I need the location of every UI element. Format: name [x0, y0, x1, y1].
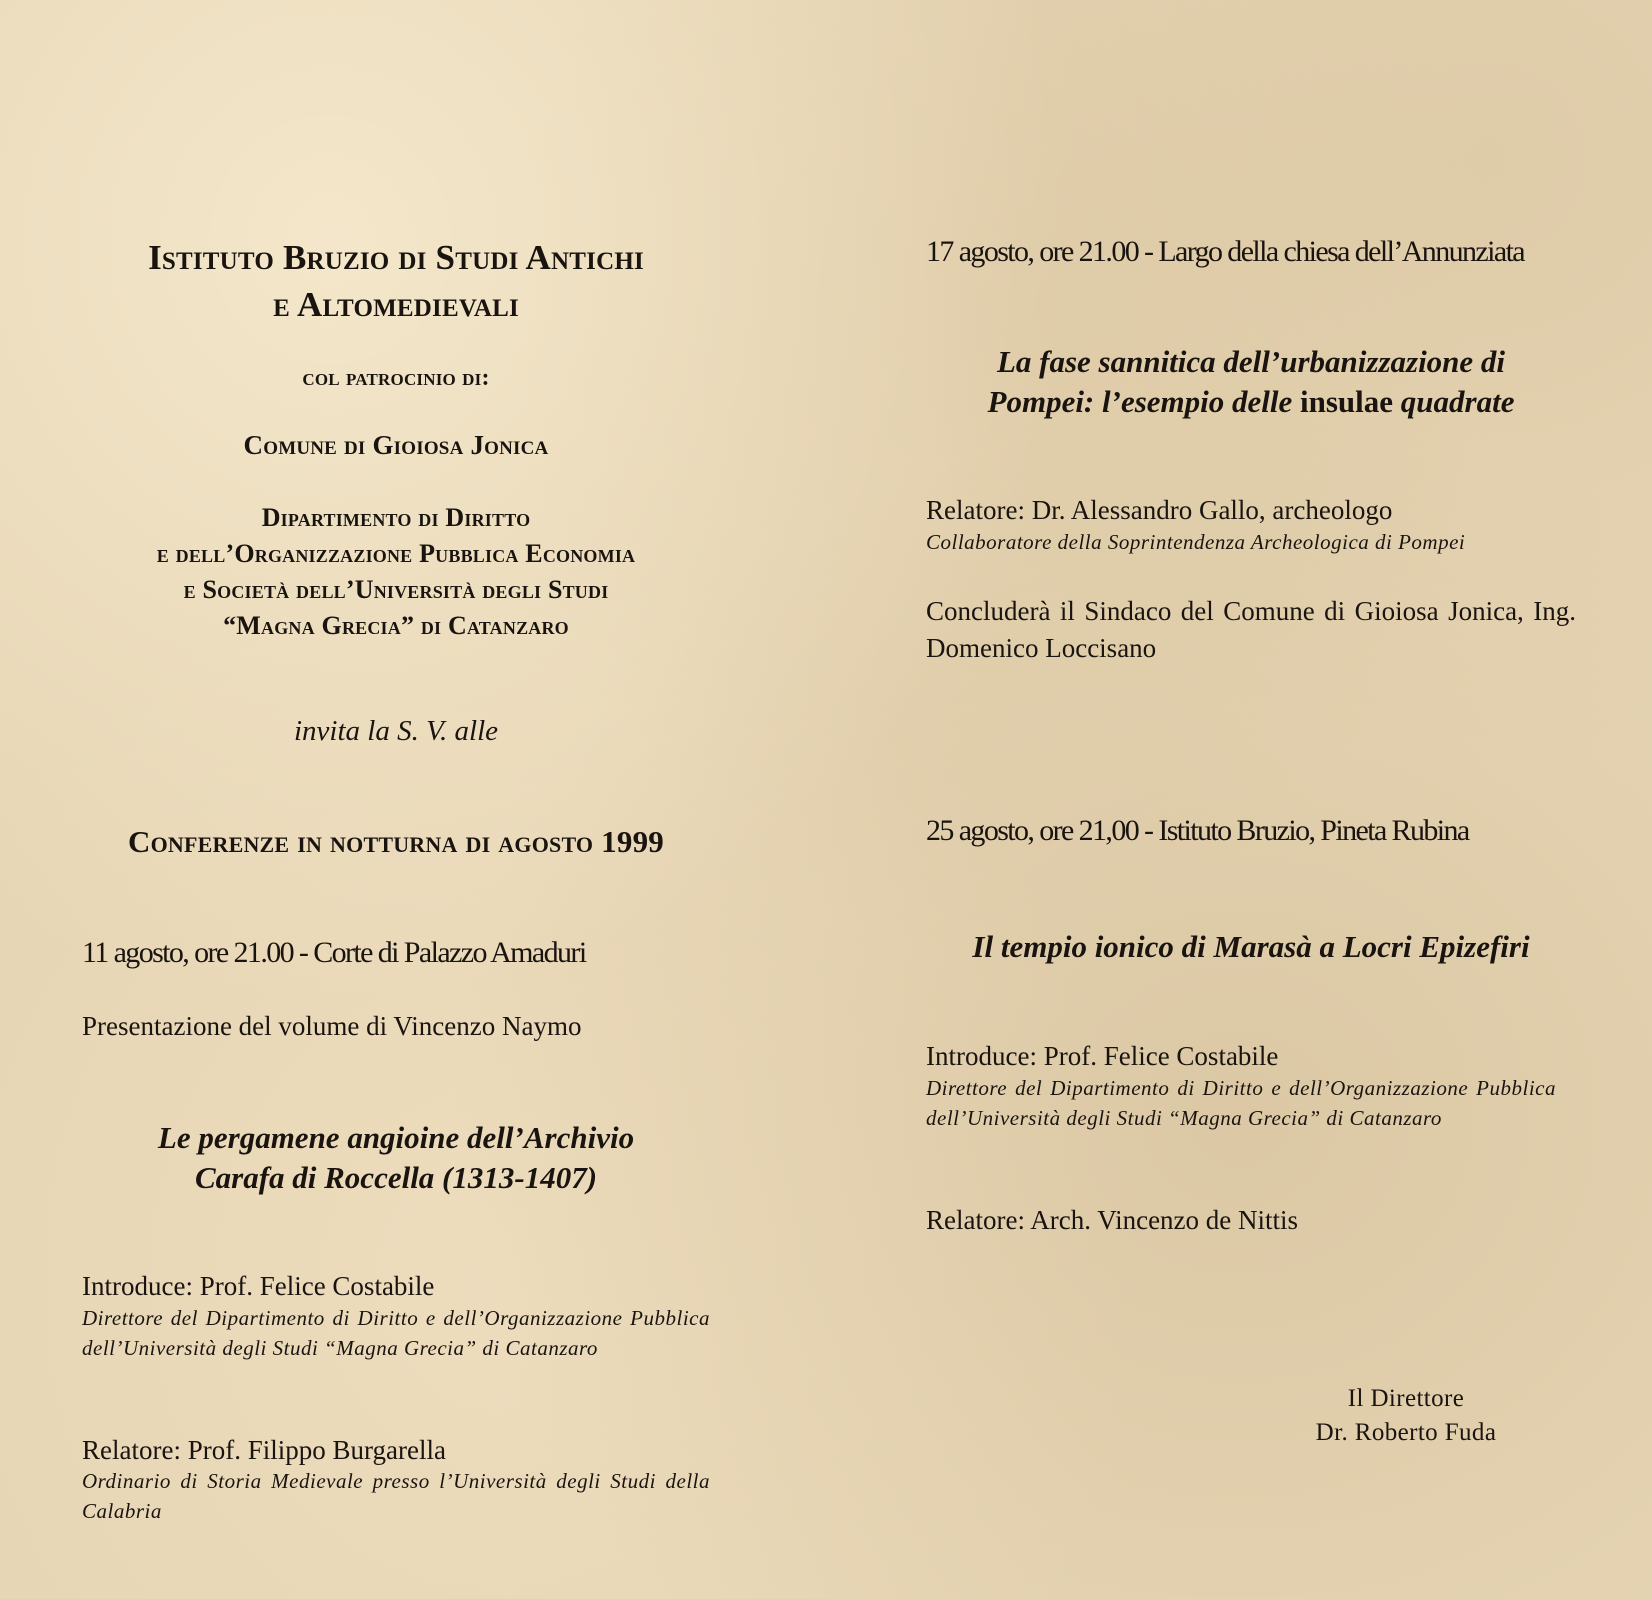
event2-title	[926, 342, 1576, 422]
event3-introduce-note: Direttore del Dipartimento di Diritto e dell’Organizzazione Pubblica dell’Università degli Studi “Magna Grecia” di Catanzaro	[926, 1076, 1556, 1130]
signature-name: Dr. Roberto Fuda	[1315, 1419, 1497, 1446]
event2-date: 17 agosto, ore 21.00 - Largo della chiesa dell’Annunziata	[926, 235, 1525, 268]
conference-title: Conferenze in notturna di agosto 1999	[128, 824, 664, 859]
dipartimento-line3: e Società dell’Università degli Studi	[183, 575, 609, 604]
event2-conclusion: Concluderà il Sindaco del Comune di Gioiosa Jonica, Ing. Domenico Loccisano	[926, 596, 1576, 663]
event1-introduce: Introduce: Prof. Felice Costabile	[82, 1271, 435, 1301]
event2-title-line1: La fase sannitica dell’urbanizzazione di	[996, 344, 1506, 379]
event1-title	[82, 1118, 710, 1198]
event1-introduce-note: Direttore del Dipartimento di Diritto e dell’Organizzazione Pubblica dell’Università degli Studi “Magna Grecia” di Catanzaro	[82, 1306, 710, 1360]
left-panel	[82, 0, 710, 1599]
right-panel	[926, 0, 1576, 1599]
event1-relatore: Relatore: Prof. Filippo Burgarella	[82, 1435, 446, 1465]
institute-name-line2: e Altomedievali	[273, 285, 519, 324]
event1-title-line2: Carafa di Roccella (1313-1407)	[194, 1160, 598, 1195]
event2-relatore: Relatore: Dr. Alessandro Gallo, archeologo	[926, 495, 1393, 525]
event2-title-line2-b: insulae	[1300, 384, 1394, 419]
dipartimento-line1: Dipartimento di Diritto	[261, 503, 531, 532]
event2-title-line2-a: Pompei: l’esempio delle	[987, 384, 1293, 419]
dipartimento-line2: e dell’Organizzazione Pubblica Economia	[156, 539, 636, 568]
comune-name: Comune di Gioiosa Jonica	[243, 430, 549, 460]
event1-presentation: Presentazione del volume di Vincenzo Naymo	[82, 1011, 582, 1041]
event2-relatore-note: Collaboratore della Soprintendenza Archeologica di Pompei	[926, 530, 1466, 554]
invite-text: invita la S. V. alle	[293, 715, 499, 747]
event2-title-line2-c: quadrate	[1400, 384, 1515, 419]
event3-introduce: Introduce: Prof. Felice Costabile	[926, 1041, 1279, 1071]
institute-name-line1: Istituto Bruzio di Studi Antichi	[148, 238, 644, 277]
patronage-label: col patrocinio di:	[302, 365, 490, 391]
signature-title: Il Direttore	[1347, 1385, 1465, 1412]
event2-title-line2	[926, 382, 1576, 422]
dipartimento-line4: “Magna Grecia” di Catanzaro	[223, 611, 569, 640]
event1-title-line1: Le pergamene angioine dell’Archivio	[157, 1120, 635, 1155]
event1-relatore-note: Ordinario di Storia Medievale presso l’Università degli Studi della Calabria	[82, 1469, 710, 1523]
dipartimento-block	[82, 500, 710, 644]
event3-date: 25 agosto, ore 21,00 - Istituto Bruzio, Pineta Rubina	[926, 814, 1469, 847]
signature-block	[1266, 1382, 1546, 1450]
event1-date: 11 agosto, ore 21.00 - Corte di Palazzo Amaduri	[82, 936, 586, 969]
event3-relatore: Relatore: Arch. Vincenzo de Nittis	[926, 1205, 1299, 1235]
event3-title: Il tempio ionico di Marasà a Locri Epizefiri	[972, 929, 1530, 964]
